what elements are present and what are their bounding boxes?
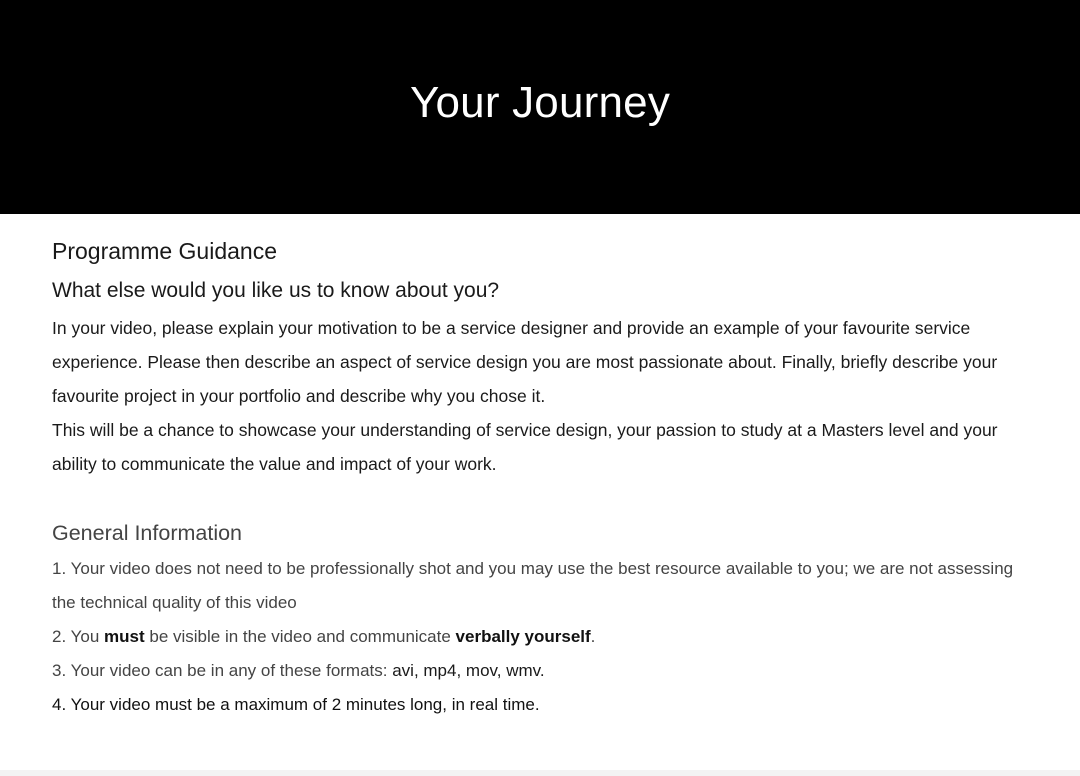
info-item-2-prefix: 2. You <box>52 627 105 646</box>
info-item-2-emphasis-must: must <box>104 627 145 646</box>
info-item-3-prefix: 3. Your video can be in any of these formats: <box>52 661 393 680</box>
info-item-2-middle: be visible in the video and communicate <box>144 627 456 646</box>
info-item-4: 4. Your video must be a maximum of 2 minutes long, in real time. <box>52 695 540 714</box>
info-item-2-suffix: . <box>590 627 596 646</box>
info-item-2 <box>52 620 1028 654</box>
info-item-2-emphasis-verbally: verbally yourself <box>455 627 591 646</box>
programme-guidance-heading: Programme Guidance <box>52 238 277 264</box>
hero-banner <box>0 0 1080 214</box>
info-item-1: 1. Your video does not need to be professionally shot and you may use the best resource available to you; we are not assessing the technical quality of this video <box>52 559 1014 612</box>
question-heading: What else would you like us to know about you? <box>52 279 500 302</box>
guidance-paragraph-2: This will be a chance to showcase your understanding of service design, your passion to study at a Masters level and your ability to communicate the value and impact of your work. <box>52 420 998 474</box>
info-item-3 <box>52 654 1028 688</box>
page-title: Your Journey <box>409 78 671 127</box>
guidance-paragraph-1: In your video, please explain your motivation to be a service designer and provide an example of your favourite service experience. Please then describe an aspect of service design you are most passionate about. Finally, briefly describe your favourite project in your portfolio and describe why you chose it. <box>52 318 998 406</box>
general-information-heading: General Information <box>52 521 243 545</box>
info-item-3-formats: avi, mp4, mov, wmv. <box>392 661 545 680</box>
main-content <box>0 214 1080 776</box>
